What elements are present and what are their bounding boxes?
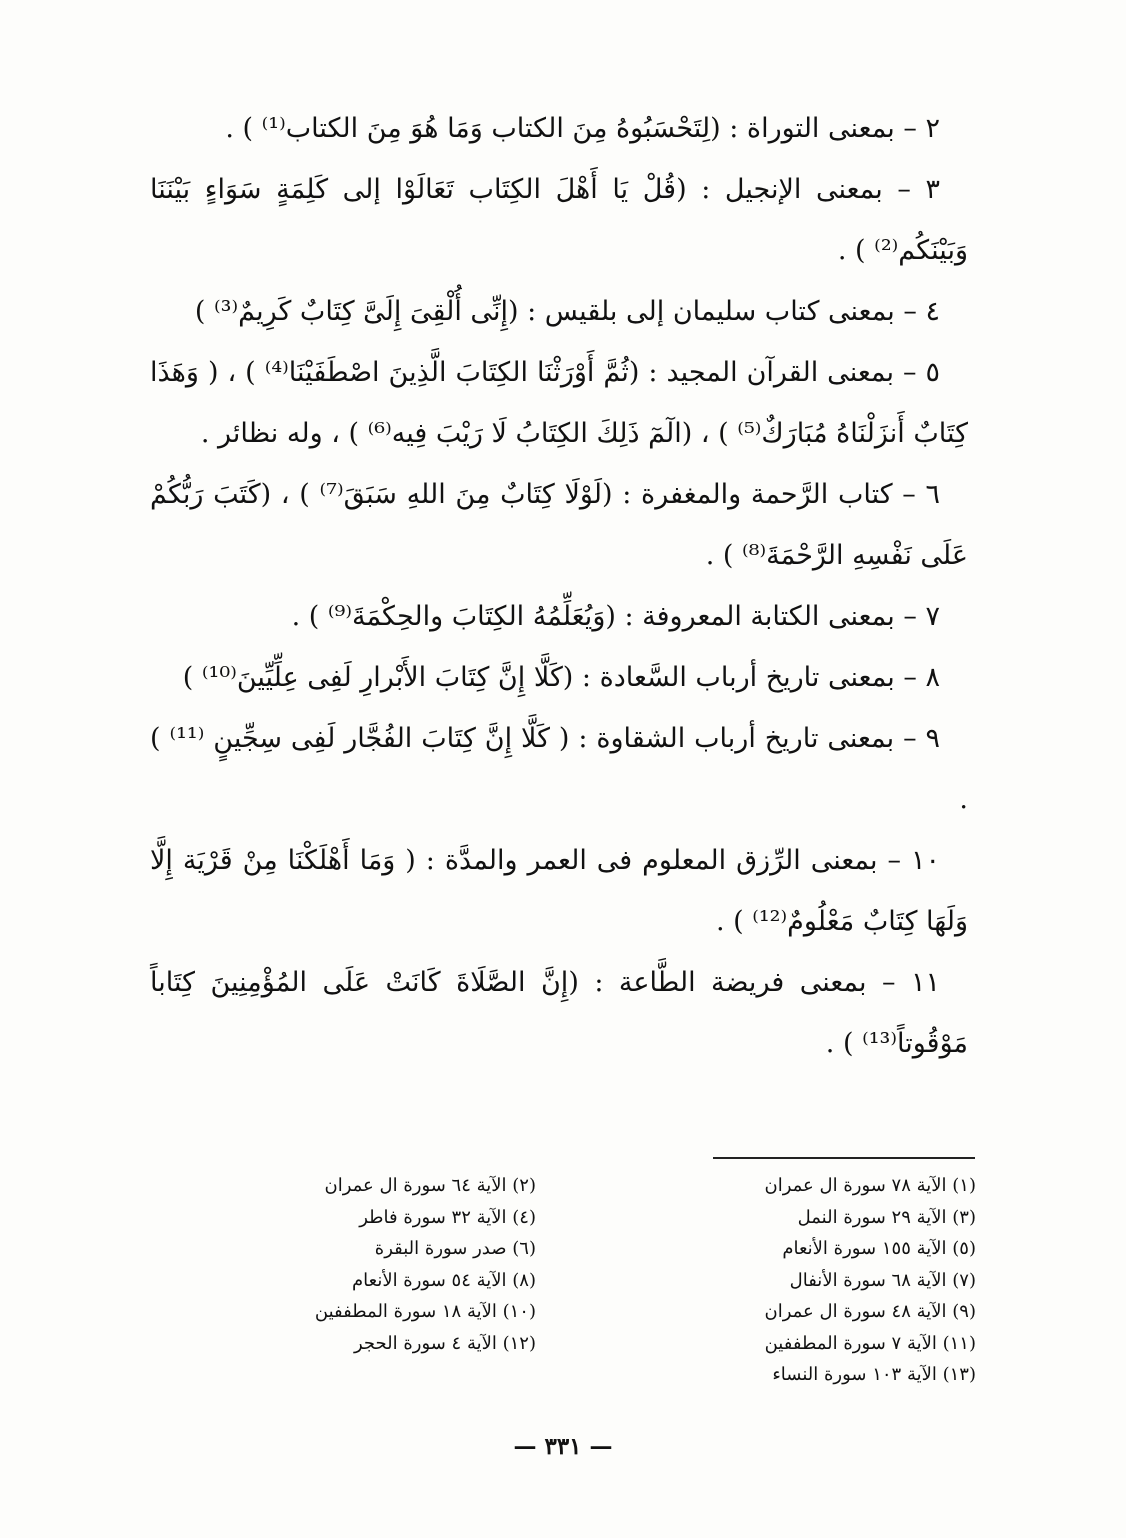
paragraph-5: ٥ – بمعنى القرآن المجيد : (ثُمَّ أَوْرَثْنَا الكِتَابَ الَّذِينَ اصْطَفَيْنَا⁽⁴⁾ ) ، ( وَهَذَا كِتَابٌ أَنزَلْنَاهُ مُبَارَكٌ⁽⁵⁾ ) ، (الٓمٓ ذَلِكَ الكِتَابُ لَا رَيْبَ فِيه⁽⁶⁾ ) ، وله نظائر . [150,357,968,449]
footnote-7: (٧) الآية ٦٨ سورة الأنفال [789,1269,976,1291]
footnote-1: (١) الآية ٧٨ سورة ال عمران [764,1175,976,1196]
footnote-10: (١٠) الآية ١٨ سورة المطففين [314,1301,536,1322]
footnote-3: (٣) الآية ٢٩ سورة النمل [797,1206,976,1228]
paragraph-4: ٤ – بمعنى كتاب سليمان إلى بلقيس : (إِنِّى أُلْقِىَ إِلَىَّ كِتَابٌ كَرِيمٌ⁽³⁾ ) [194,296,940,327]
paragraph-8: ٨ – بمعنى تاريخ أرباب السَّعادة : (كَلَّا إِنَّ كِتَابَ الأَبْرارِ لَفِى عِلِّيِّينَ⁽¹⁰⁾ ) [182,662,940,693]
footnote-6: (٦) صدر سورة البقرة [374,1238,536,1259]
footnote-5: (٥) الآية ١٥٥ سورة الأنعام [782,1238,976,1259]
paragraph-7: ٧ – بمعنى الكتابة المعروفة : (وَيُعَلِّمُهُ الكِتَابَ والحِكْمَةَ⁽⁹⁾ ) . [291,601,940,632]
footnote-8: (٨) الآية ٥٤ سورة الأنعام [352,1269,536,1291]
footnotes-odd [714,1170,976,1391]
footnote-12: (١٢) الآية ٤ سورة الحجر [353,1332,536,1354]
paragraph-10: ١٠ – بمعنى الرِّزق المعلوم فى العمر والمدَّة : ( وَمَا أَهْلَكْنَا مِنْ قَرْيَة إِلَّا وَلَهَا كِتَابٌ مَعْلُومٌ⁽¹²⁾ ) . [150,845,968,937]
paragraph-3: ٣ – بمعنى الإنجيل : (قُلْ يَا أَهْلَ الكِتَاب تَعَالَوْا إلى كَلِمَةٍ سَوَاءٍ بَيْنَنَا وَبَيْنَكُم⁽²⁾ ) . [150,174,968,266]
footnote-9: (٩) الآية ٤٨ سورة ال عمران [764,1301,976,1322]
paragraph-2: ٢ – بمعنى التوراة : (لِتَحْسَبُوهُ مِنَ الكتاب وَمَا هُوَ مِنَ الكتاب⁽¹⁾ ) . [225,113,940,144]
page-number: — ٣٣١ — [513,1433,613,1460]
footnote-13: (١٣) الآية ١٠٣ سورة النساء [772,1364,976,1385]
footnotes-even [266,1170,536,1359]
footnote-11: (١١) الآية ٧ سورة المطففين [764,1332,976,1354]
footnote-2: (٢) الآية ٦٤ سورة ال عمران [324,1175,536,1196]
paragraph-9: ٩ – بمعنى تاريخ أرباب الشقاوة : ( كَلَّا إِنَّ كِتَابَ الفُجَّار لَفِى سِجِّينٍ ⁽¹¹⁾ ) . [150,723,968,815]
paragraph-11: ١١ – بمعنى فريضة الطَّاعة : (إِنَّ الصَّلَاةَ كَانَتْ عَلَى المُؤْمِنِينَ كِتَاباً مَوْقُوتاً⁽¹³⁾ ) . [150,967,968,1059]
main-text [150,98,968,1074]
paragraph-6: ٦ – كتاب الرَّحمة والمغفرة : (لَوْلَا كِتَابٌ مِنَ اللهِ سَبَقَ⁽⁷⁾ ) ، (كَتَبَ رَبُّكُمْ عَلَى نَفْسِهِ الرَّحْمَةَ⁽⁸⁾ ) . [150,479,968,571]
footnote-divider [713,1157,975,1159]
footnote-4: (٤) الآية ٣٢ سورة فاطر [359,1206,536,1228]
